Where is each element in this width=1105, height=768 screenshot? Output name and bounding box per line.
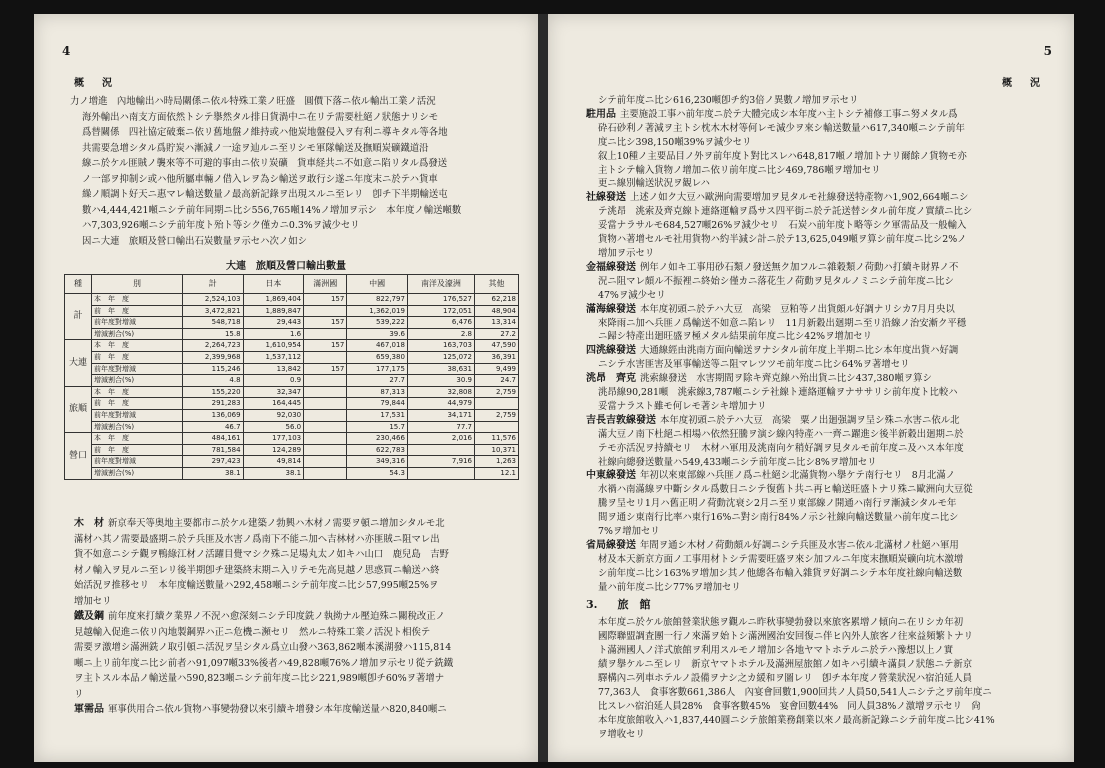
text-line [74,656,530,672]
row-group-label: 旅順 [65,386,92,432]
text-line: 77,363人 食事客數661,386人 內宴會回數1,900回共ノ人員50,541人ニシテ之ヲ前年度ニ [598,687,992,698]
text-line [586,191,1064,205]
table-cell: 38.1 [243,467,304,479]
text-line [586,177,1064,191]
section3-body [598,616,1064,742]
text-line [586,94,1064,108]
running-head: 概 況 [1002,78,1044,89]
column-header: 滿洲國 [304,275,347,294]
table-cell: 177,175 [347,363,408,375]
line-text: 叙上10種ノ主要品目ノ外ヲ前年度ト對比スレハ648,817噸ノ增加トナリ爾餘ノ貨物モ亦 [598,150,967,162]
line-text: 洮昂線90,281噸 洮索線3,787噸ニシテ社線ト連絡運輸ヲナササリシ前年度ト比較ハ [598,387,958,399]
table-row [65,444,519,456]
text-line [74,594,530,610]
column-header: 種 [65,275,92,294]
line-text: 量ハ前年度ニ比シ77%ヲ增加セリ [598,581,741,593]
text-line [586,483,1064,497]
table-cell: 2,399,968 [183,351,244,363]
line-text: 本年度初頭ニ於テハ大豆 高梁 粟ノ出廻强調ヲ呈シ殊ニ水害ニ依ル北 [660,414,960,426]
text-line [586,247,1064,261]
row-label: 前年度對增減 [92,456,183,468]
table-row [65,375,519,387]
text-line [74,640,530,656]
text-line [586,442,1064,456]
table-cell: 157 [304,340,347,352]
table-cell: 34,171 [407,409,474,421]
row-label: 前 年 度 [92,351,183,363]
line-text: 本年度初頭ニ於テハ大豆 高梁 豆粕等ノ出貨頗ル好調ナリシカ7月月央以 [640,303,955,315]
text-line [586,400,1064,414]
text-line [586,553,1064,567]
table-cell [304,375,347,387]
row-label: 前年度對增減 [92,409,183,421]
line-text: 始活況ヲ推移セリ 本年度輸送數量ハ292,458噸ニシテ前年度ニ比シ57,995噸25%ヲ [74,580,439,591]
subsection-heading: 滿海線發送 [586,303,636,315]
text-line: 比スレハ宿泊延人員28% 食事客數45% 宴會回數44% 同人員38%ノ激增ヲ示セリ 尙 [598,701,981,712]
line-text: 社線向總發送數量ハ549,433噸ニシテ前年度ニ比シ8%ヲ增加セリ [598,456,877,468]
text-line [586,303,1064,317]
text-line [586,539,1064,553]
subsection-heading: 中東線發送 [586,470,636,482]
line-text: 材ノ輸入ヲ見ルニ至レリ後半期卽チ建築終末期ニ入リテモ先高見越ノ思惑買ニ輸送ハ終 [74,564,440,576]
table-cell: 822,797 [347,294,408,306]
text-line [586,289,1064,303]
table-cell: 622,783 [347,444,408,456]
table-cell: 39.6 [347,328,408,340]
table-cell: 2,016 [407,433,474,445]
page-number: 5 [1043,44,1052,58]
text-line [586,317,1064,331]
table-cell: 13,314 [474,317,518,329]
table-cell: 136,069 [183,409,244,421]
line-text: 上述ノ如ク大豆ハ歐洲向需要增加ヲ見タルモ社線發送特產物ハ1,902,664噸ニシ [630,192,969,204]
right-body-text [586,94,1064,595]
table-cell: 49,814 [243,456,304,468]
table-cell: 62,218 [474,294,518,306]
table-cell: 1,869,404 [243,294,304,306]
text-line [586,122,1064,136]
table-cell: 125,072 [407,351,474,363]
left-page [34,14,538,762]
book-gutter [538,14,548,762]
table-cell: 1,263 [474,456,518,468]
table-row [65,409,519,421]
text-line [586,428,1064,442]
table-cell: 54.3 [347,467,408,479]
table-cell: 0.9 [243,375,304,387]
table-cell [304,328,347,340]
text-line: 爲替關係 四社協定破棄ニ依リ舊地盤ノ維持或ハ他炭地盤侵入ヲ有利ニ導キタル等各地 [82,127,448,138]
line-text: 主トシテ輸入貨物ノ增加ニ依リ前年度ニ比シ469,786噸ヲ增加セリ [598,164,881,176]
text-line: 績ヲ擧ケルニ至レリ 新京ヤマトホテル及滿洲屋旅館ノ如キハ引續キ滿員ノ狀態ニテ新京 [598,659,973,670]
subsection-heading: 木 材 [74,518,104,529]
running-head: 概 況 [74,78,116,89]
text-line: ノ一部ヲ抑制シ或ハ他所屬車輛ノ借入レヲ為シ輸送ヲ敢行シ遂ニ年度末ニ於テハ貨車 [82,173,438,185]
column-header: 計 [183,275,244,294]
table-cell [474,398,518,410]
table-cell: 47,590 [474,340,518,352]
table-cell: 4.8 [183,375,244,387]
line-text: 年初以來東部線ハ兵匪ノ爲ニ杜絕シ北滿貨物ハ擧ケテ南行セリ 8月北滿ノ [640,470,956,482]
table-cell: 1.6 [243,328,304,340]
table-row [65,340,519,352]
text-line [586,261,1064,275]
row-label: 增減割合(%) [92,467,183,479]
column-header: 南洋及濠洲 [407,275,474,294]
text-line [74,671,530,687]
line-text: 年間ヲ通シ木材ノ荷動頗ル好調ニシテ兵匪及水害ニ依ル北滿材ノ杜絕ハ軍用 [640,540,959,551]
table-cell: 46.7 [183,421,244,433]
table-cell: 2,759 [474,386,518,398]
text-line [586,205,1064,219]
table-cell: 349,316 [347,456,408,468]
table-cell [304,421,347,433]
row-label: 增減割合(%) [92,328,183,340]
table-cell: 548,718 [183,317,244,329]
table-cell [304,409,347,421]
table-row [65,456,519,468]
table-cell: 1,362,019 [347,305,408,317]
line-text: 況ニ阻マレ頗ル不振裡ニ終始シ僅カニ落花生ノ荷動ヲ見タルノミニシテ前年度ニ比シ [598,275,954,287]
line-text: 軍事供用合ニ依ル貨物ハ事變勃發以來引續キ增發シ本年度輸送量ハ820,840噸ニ [108,704,447,715]
text-line [586,511,1064,525]
text-line [74,532,530,548]
table-cell: 2,264,723 [183,340,244,352]
subsection-heading: 省局線發送 [586,540,636,551]
table-cell [407,467,474,479]
table-cell: 2.8 [407,328,474,340]
table-cell: 32,347 [243,386,304,398]
row-label: 本 年 度 [92,433,183,445]
table-cell [304,398,347,410]
table-cell: 6,476 [407,317,474,329]
row-label: 增減割合(%) [92,421,183,433]
text-line [74,578,530,594]
line-text: テモ亦活況ヲ持續セリ 木材ハ軍用及洮南向ケ稍好調ヲ見タルモ前年度ニ及ハス本年度 [598,442,964,454]
table-cell: 79,844 [347,398,408,410]
line-text: シ前年度ニ比シ163%ヲ增加シ其ノ他總各布輸入雜貨ヲ好調ニシテ本年度社線向輸送數 [598,567,963,579]
subsection-heading: 鐵及鋼 [74,611,104,622]
table-cell [304,351,347,363]
table-cell: 7,916 [407,456,474,468]
text-line [586,344,1064,358]
table-cell: 48,904 [474,305,518,317]
table-cell: 92,030 [243,409,304,421]
column-header: 其他 [474,275,518,294]
text-line [586,164,1064,178]
intro-text [70,94,528,249]
text-line [586,386,1064,400]
section-number: 3. [586,598,598,611]
table-cell [304,433,347,445]
text-line: 本年度ニ於ケル旅館營業狀態ヲ觀ルニ昨秋事變勃發以來旅客累增ノ傾向ニ在リシカ年初 [598,617,964,628]
row-label: 前 年 度 [92,305,183,317]
text-line [74,547,530,563]
table-cell: 15.8 [183,328,244,340]
table-cell: 56.0 [243,421,304,433]
line-text: 材及本天新京方面ノ工事用材トシテ需要旺盛ヲ來シ加フルニ年度末撫順炭礦向坑木激增 [598,553,964,565]
text-line [586,581,1064,595]
table-cell: 3,472,821 [183,305,244,317]
text-line: ハ7,303,926噸ニシテ前年度ト殆ト等シク僅カニ0.3%ヲ減少セリ [82,220,360,231]
table-row [65,398,519,410]
table-cell: 163,703 [407,340,474,352]
line-text: 更ニ線別輸送狀況ヲ観レハ [598,178,710,190]
table-cell: 291,283 [183,398,244,410]
line-text: 例年ノ如キ工事用砂石類ノ發送無ク加フルニ雜穀類ノ荷動ハ打續キ財界ノ不 [640,261,959,273]
table-cell: 2,524,103 [183,294,244,306]
table-cell: 87,313 [347,386,408,398]
text-line: 力ノ增進 內地輸出ハ時局關係ニ依ル特殊工業ノ旺盛 圓價下落ニ依ル輸出工業ノ活況 [70,96,436,107]
line-text: 騰ヲ呈セリ1月ハ舊正明ノ荷動沈衰シ2月ニ至リ東部線ノ開通ハ南行ヲ漸減シタルモ年 [598,498,957,510]
section-heading [586,596,650,612]
table-cell: 659,380 [347,351,408,363]
table-cell: 24.7 [474,375,518,387]
table-cell: 38,631 [407,363,474,375]
table-cell: 9,499 [474,363,518,375]
table-cell: 164,445 [243,398,304,410]
table-cell: 157 [304,317,347,329]
text-line: 數ハ4,444,421噸ニシテ前年同期ニ比シ556,765噸14%ノ增加ヲ示シ 本年度ノ輸送噸數 [82,204,462,216]
text-line [586,108,1064,122]
line-text: 來降雨ニ加ヘ兵匪ノ爲輸送不如意ニ陷レリ 11月新穀出廻期ニ至リ沿線ノ治安漸ク平穩 [598,317,967,329]
table-cell: 29,443 [243,317,304,329]
table-cell: 1,610,954 [243,340,304,352]
text-line [74,687,530,703]
table-cell: 12.1 [474,467,518,479]
text-line [74,625,530,641]
row-label: 本 年 度 [92,386,183,398]
line-text: 47%ヲ減少セリ [598,289,666,301]
row-label: 前 年 度 [92,444,183,456]
table-row [65,294,519,306]
line-text: 滿材ハ其ノ需要最盛期ニ於テ兵匪及水害ノ爲南下不能ニ加ヘ吉林材ハ亦匪賊ニ阻マレ出 [74,533,440,545]
table-cell: 176,527 [407,294,474,306]
table-cell: 484,161 [183,433,244,445]
row-label: 前 年 度 [92,398,183,410]
line-text: 度ニ比シ398,150噸39%ヲ減少セリ [598,136,752,148]
text-line [586,567,1064,581]
table-cell: 77.7 [407,421,474,433]
row-label: 前年度對增減 [92,317,183,329]
table-cell: 1,537,112 [243,351,304,363]
table-cell: 157 [304,294,347,306]
line-text: 滿大豆ノ南下杜絕ニ相場ハ依然狂騰ヲ演シ線內特產ハ一齊ニ躍進シ後半新穀出廻期ニ於 [598,428,964,440]
text-line [74,702,530,718]
text-line: 繰ノ順調ト好天ニ惠マレ輸送數量ノ最高新記錄ヲ出現スルニ至レリ 卽チ下半期輸送屯 [82,189,448,200]
table-cell: 539,222 [347,317,408,329]
text-line [586,414,1064,428]
table-cell: 36,391 [474,351,518,363]
text-line [586,233,1064,247]
table-row [65,386,519,398]
table-cell: 172,051 [407,305,474,317]
text-line [586,275,1064,289]
after-table-text [74,516,530,718]
table-cell: 2,759 [474,409,518,421]
table-cell: 27.2 [474,328,518,340]
table-row [65,363,519,375]
table-row [65,351,519,363]
table-cell: 1,889,847 [243,305,304,317]
text-line: 本年度旅館收入ハ1,837,440圓ニシテ旅館業務創業以來ノ最高新記錄ニシテ前年度ニ比シ41% [598,715,995,726]
text-line [586,497,1064,511]
table-cell: 13,842 [243,363,304,375]
export-table [64,274,519,480]
table-row [65,328,519,340]
table-cell [304,456,347,468]
column-header: 別 [92,275,183,294]
table-body [65,294,519,480]
row-label: 本 年 度 [92,294,183,306]
text-line: ヲ增收セリ [598,729,645,740]
table-row [65,305,519,317]
table-cell: 157 [304,363,347,375]
column-header: 中國 [347,275,408,294]
table-cell: 11,576 [474,433,518,445]
text-line [586,330,1064,344]
table-row [65,433,519,445]
subsection-heading: 四洮線發送 [586,345,636,357]
row-label: 本 年 度 [92,340,183,352]
table-cell: 124,289 [243,444,304,456]
line-text: 貨不如意ニシテ觀ヲ鴨綠江材ノ活躍目覺マシク殊ニ足場丸太ノ如キハ山口 鹿兒島 吉野 [74,549,449,560]
table-cell: 30.9 [407,375,474,387]
subsection-heading: 軍需品 [74,704,104,715]
table-cell: 38.1 [183,467,244,479]
text-line: ト滿洲國人ノ洋式旅館ヲ利用スルモノ增加シ各地ヤマトホテルニ於テハ豫想以上ノ實 [598,645,954,656]
line-text: 主要施設工事ハ前年度ニ於テ大體完成シ本年度ハ主トシテ補修工事ニ努メタル爲 [620,108,958,120]
line-text: 間ヲ通シ東南行比率ハ東行16%ニ對シ南行84%ノ示シ社線向輸送數量ハ前年度ニ比シ [598,512,959,524]
line-text: 妥當ナラスト雖モ何レモ著シキ增加ナリ [598,400,767,412]
text-line: 因ニ大連 旅順及營口輸出石炭數量ヲ示セハ次ノ如シ [82,235,308,247]
text-line [74,563,530,579]
line-text: 新京奉天等奥地主要都市ニ於ケル建築ノ勃興ハ木材ノ需要ヲ頓ニ增加シタルモ北 [108,518,445,529]
table-cell [407,444,474,456]
text-line: 海外輸出ハ南支方面依然トシテ擧然タル排日貨渦中ニ在リテ需要杜絕ノ狀態ナリシモ [82,111,439,123]
table-row [65,421,519,433]
row-group-label: 營口 [65,433,92,479]
table-cell: 32,808 [407,386,474,398]
line-text: リ [74,688,84,700]
line-text: 貨物ハ著增セルモ社用貨物ハ約半減シ計ニ於テ13,625,049噸ヲ算シ前年度ニ比シ2%ノ [598,234,967,246]
table-cell: 10,371 [474,444,518,456]
text-line [586,525,1064,539]
line-text: シテ前年度ニ比シ616,230噸卽チ約3倍ノ異數ノ增加ヲ示セリ [598,95,859,106]
subsection-heading: 社線發送 [586,192,626,204]
line-text: 大通線經由洮南方面向輸送ヲナシタル前年度上半期ニ比シ本年度出貨ハ好調 [640,345,959,357]
line-text: 噸ニ上リ前年度ニ比シ前者ハ91,097噸33%後者ハ49,828噸76%ノ增加ヲ示セリ從テ銑鐵 [74,657,454,669]
subsection-heading: 吉長吉敦線發送 [586,414,656,426]
text-line: 驛構內ニ列車ホテルノ設備ヲナシ之カ緩和ヲ圖レリ 卽チ本年度ノ營業狀況ハ宿泊延人員 [598,673,972,684]
line-text: 洮索線發送 水害期間ヲ除キ齊克線ハ殆出貨ニ比シ437,380噸ヲ算シ [640,373,932,385]
text-line [586,372,1064,386]
text-line [586,358,1064,372]
text-line [586,150,1064,164]
table-cell: 155,220 [183,386,244,398]
text-line [586,469,1064,483]
table-cell: 15.7 [347,421,408,433]
table-cell [474,421,518,433]
line-text: 7%ヲ增加セリ [598,526,660,538]
table-cell [304,305,347,317]
table-row [65,467,519,479]
table-cell: 17,531 [347,409,408,421]
row-group-label: 計 [65,294,92,340]
row-label: 前年度對增減 [92,363,183,375]
table-cell [304,467,347,479]
table-title: 大連 旅順及營口輸出數量 [226,261,346,272]
table-cell: 44,979 [407,398,474,410]
line-text: ニ歸シ特產出廻旺盛ヲ極メタル結果前年度ニ比シ42%ヲ增加セリ [598,331,872,343]
table-header-row [65,275,519,294]
text-line [586,136,1064,150]
line-text: 妥當ナラサルモ684,527噸26%ヲ減少セリ 石炭ハ前年度ト略等シク軍需品及一般輸入 [598,220,967,232]
page-number: 4 [62,44,71,58]
table-cell [304,444,347,456]
table-cell: 297,423 [183,456,244,468]
text-line [74,516,530,532]
line-text: ニシテ水害匪害及軍事輸送等ニ阻マレツツモ前年度ニ比シ64%ヲ著增セリ [598,359,910,371]
text-line: 線ニ於ケル匪賊ノ襲來等不可避的事由ニ依リ炭礦 貨車経共ニ不如意ニ陷リタル爲發送 [82,158,448,169]
row-label: 增減割合(%) [92,375,183,387]
line-text: ヲ主トスル本品ノ輸送量ハ590,823噸ニシテ前年度ニ比シ221,989噸卽チ60%ヲ著增ナ [74,673,445,684]
text-line: 共需要急增シタル爲貯炭ハ漸減ノ一途ヲ辿ルニ至リシモ軍隊輸送及撫順炭礦鐵道沿 [82,142,429,154]
column-header: 日本 [243,275,304,294]
line-text: テ洮昂 洮索及齊克線ト連絡運輸ヲ爲サス四平街ニ於テ託送替シタル前年度ノ實績ニ比シ [598,206,973,218]
right-page [548,14,1074,762]
table-cell: 115,246 [183,363,244,375]
line-text: 前年度來打續ク業界ノ不況ハ愈深刻ニシテ印度銑ノ執拗ナル壓迫殊ニ關稅改正ノ [108,611,446,622]
line-text: 水禍ハ南滿線ヲ中斷シタル爲數日ニシテ復舊ト共ニ再ヒ輸送旺盛トナリ殊ニ歐洲向大豆從 [598,484,973,496]
line-text: 增加セリ [74,595,112,607]
subsection-heading: 駐用品 [586,108,616,120]
table-cell: 177,103 [243,433,304,445]
table-cell: 230,466 [347,433,408,445]
table-row [65,317,519,329]
subsection-heading: 金福線發送 [586,261,636,273]
text-line: 國際聯盟調査團一行ノ來滿ヲ始トシ滿洲國治安回復ニ伴ヒ內外人旅客ノ往來益頻繁トナリ [598,631,974,642]
table-cell: 467,018 [347,340,408,352]
section-title: 旅 館 [617,598,651,611]
table-cell: 781,584 [183,444,244,456]
row-group-label: 大連 [65,340,92,386]
line-text: 增加ヲ示セリ [598,247,655,259]
text-line [586,456,1064,470]
subsection-heading: 洮昂 齊克 [586,373,636,385]
table-cell: 27.7 [347,375,408,387]
text-line [74,609,530,625]
line-text: 需要ヲ激增シ滿洲銑ノ取引頓ニ活況ヲ呈シタル爲立山發ハ363,862噸本溪湖發ハ115,814 [74,642,452,653]
table-cell [304,386,347,398]
line-text: 見越輸入促進ニ依リ內地製鋼界ハ正ニ危機ニ瀕セリ 然ルニ特殊工業ノ活況ト相俟テ [74,626,431,638]
line-text: 砕石砂利ノ著減ヲ主トシ枕木木材等何レモ減少ヲ來シ輸送數量ハ617,340噸ニシテ前年 [598,122,965,134]
text-line [586,219,1064,233]
